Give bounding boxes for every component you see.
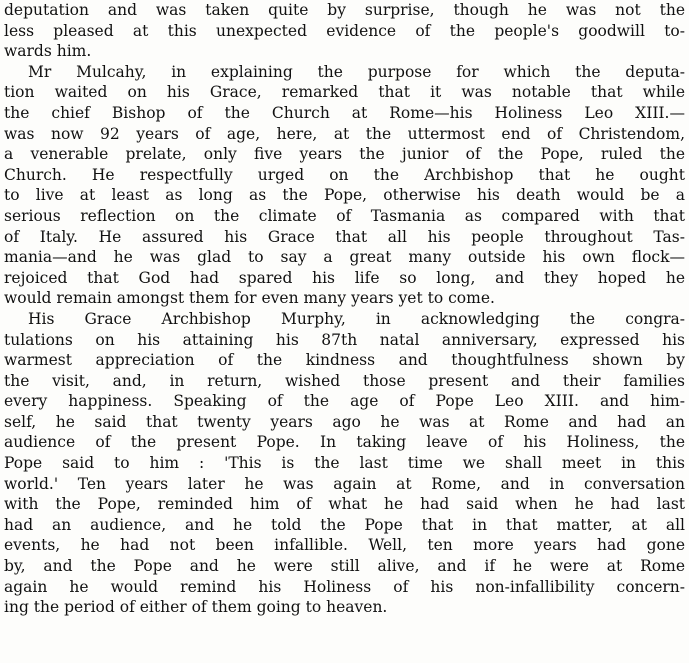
text-line: tion waited on his Grace, remarked that it was notable that while xyxy=(4,83,685,102)
text-line: was now 92 years of age, here, at the uttermost end of Christendom, xyxy=(4,124,685,143)
text-line: every happiness. Speaking of the age of Pope Leo XIII. and him- xyxy=(4,392,685,411)
article-column xyxy=(4,0,685,618)
text-line: Pope said to him : 'This is the last time we shall meet in this xyxy=(4,454,685,473)
paragraph-start-line: His Grace Archbishop Murphy, in acknowledging the congra- xyxy=(28,309,685,328)
text-line: tulations on his attaining his 87th natal anniversary, expressed his xyxy=(4,330,685,349)
text-line: a venerable prelate, only five years the junior of the Pope, ruled the xyxy=(4,145,685,164)
text-line: serious reflection on the climate of Tasmania as compared with that xyxy=(4,206,685,225)
text-line: the visit, and, in return, wished those present and their families xyxy=(4,371,685,390)
text-line: rejoiced that God had spared his life so long, and they hoped he xyxy=(4,268,685,287)
text-line: of Italy. He assured his Grace that all his people throughout Tas- xyxy=(4,227,685,246)
text-line: warmest appreciation of the kindness and thoughtfulness shown by xyxy=(4,351,685,370)
text-line: world.' Ten years later he was again at Rome, and in conversation xyxy=(4,474,685,493)
text-line: less pleased at this unexpected evidence of the people's goodwill to- xyxy=(4,21,685,40)
paragraph-start-line: Mr Mulcahy, in explaining the purpose for which the deputa- xyxy=(28,62,685,81)
text-line: deputation and was taken quite by surprise, though he was not the xyxy=(4,1,685,19)
text-line: to live at least as long as the Pope, otherwise his death would be a xyxy=(4,186,685,205)
text-line: wards him. xyxy=(4,42,92,61)
text-line: with the Pope, reminded him of what he had said when he had last xyxy=(4,495,685,514)
text-line: audience of the present Pope. In taking leave of his Holiness, the xyxy=(4,433,685,452)
text-line: again he would remind his Holiness of his non-infallibility concern- xyxy=(4,577,685,596)
text-line: the chief Bishop of the Church at Rome—his Holiness Leo XIII.— xyxy=(4,103,685,122)
text-line: would remain amongst them for even many years yet to come. xyxy=(4,289,495,308)
text-line: self, he said that twenty years ago he was at Rome and had an xyxy=(4,412,685,431)
text-line: by, and the Pope and he were still alive, and if he were at Rome xyxy=(4,557,685,576)
text-line: events, he had not been infallible. Well, ten more years had gone xyxy=(4,536,685,555)
text-line: mania—and he was glad to say a great many outside his own flock— xyxy=(4,248,685,267)
text-line: Church. He respectfully urged on the Archbishop that he ought xyxy=(4,165,685,184)
text-line: had an audience, and he told the Pope that in that matter, at all xyxy=(4,515,685,534)
text-line: ing the period of either of them going to heaven. xyxy=(4,598,388,617)
